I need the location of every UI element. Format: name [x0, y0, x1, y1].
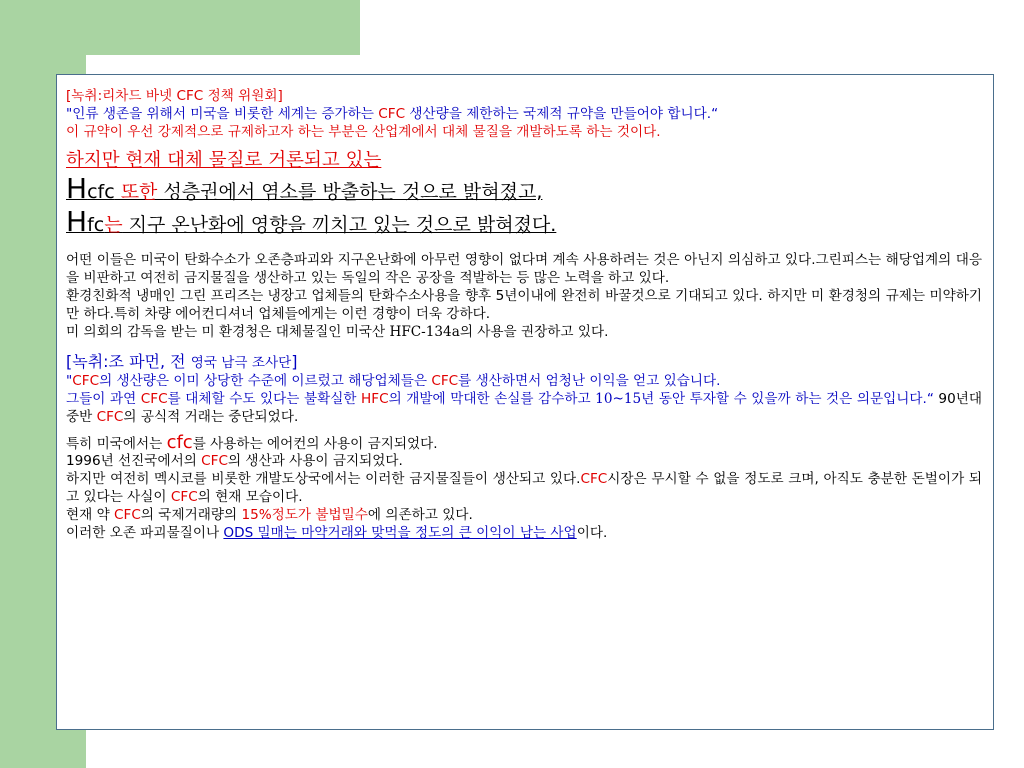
quote-1-cfc: CFC: [378, 105, 406, 122]
smuggling-b: 의 국제거래량의: [140, 506, 242, 523]
quote-3-a: 그들이 과연: [66, 390, 141, 407]
source-attribution-1: [녹취:리차드 바넷 CFC 정책 위원회]: [66, 88, 283, 104]
developed-ban-line: [66, 453, 982, 471]
quote-3-e: 90년대 중반: [66, 390, 982, 425]
developing-cfc: CFC: [580, 471, 608, 488]
developed-ban-a: 1996년 선진국에서의: [66, 453, 202, 470]
paragraph-greenfreeze: 환경친화적 냉매인 그린 프리즈는 냉장고 업체들의 탄화수소사용을 향후 5년이내에 완전히 바꿀것으로 기대되고 있다. 하지만 미 환경청의 규제는 미약하기만 하다.특히 차량 에어컨디셔너 업체들에게는 이런 경향이 더욱 강하다.: [66, 287, 982, 322]
quote-2: [66, 373, 982, 391]
ods-b: 이다.: [576, 524, 608, 541]
regulation-line: 이 규약이 우선 강제적으로 규제하고자 하는 부분은 산업계에서 대체 물질을 개발하도록 하는 것이다.: [66, 123, 661, 140]
epa-hfc-code: HFC-134a: [389, 323, 460, 340]
quote-2-a: ": [66, 373, 73, 390]
developing-cfc-2: CFC: [170, 488, 198, 505]
developing-a: 하지만 여전히 멕시코를 비롯한 개발도상국에서는 이러한 금지물질들이 생산되고 있다.: [66, 471, 581, 488]
quote-3-cfc: CFC: [140, 390, 168, 407]
quote-3-b: 를 대체할 수도 있다는 불확실한: [167, 390, 362, 407]
paragraph-suspicion: 어떤 이들은 미국이 탄화수소가 오존층파괴와 지구온난화에 아무런 영향이 없다며 계속 사용하려는 것은 아닌지 의심하고 있다.그린피스는 해당업계의 대응을 비판하고 여전히 금지물질을 생산하고 있는 독일의 작은 공장을 적발하는 등 많은 노력을 하고 있다.: [66, 252, 982, 287]
hfc-line: [66, 207, 982, 240]
source-2-b: 영국 남극 조사단: [190, 355, 292, 372]
quote-1-text-b: 생산량을 제한하는 국제적 규약을 만들어야 합니다.“: [405, 105, 719, 122]
hfc-rest: 지구 온난화에 영향을 끼치고 있는 것으로 밝혀졌다.: [122, 214, 557, 237]
epa-text-b: 의 사용을 권장하고 있다.: [459, 323, 609, 340]
developing-c: 의 현재 모습이다.: [197, 488, 303, 505]
alternative-heading: 하지만 현재 대체 물질로 거론되고 있는: [66, 150, 382, 172]
hcfc-initial: H: [66, 172, 88, 206]
quote-3-num: 10~15: [595, 390, 642, 407]
quote-3-c: 의 개발에 막대한 손실를 감수하고: [388, 390, 596, 407]
ods-a: 이러한 오존 파괴물질이나: [66, 524, 224, 541]
quote-2-b: 의 생산량은 이미 상당한 수준에 이르렀고 해당업체들은: [99, 373, 432, 390]
hcfc-rest: 성층권에서 염소를 방출하는 것으로 밝혀졌고,: [163, 181, 543, 204]
slide-content: [66, 88, 982, 542]
paragraph-epa: [66, 324, 982, 342]
ods-trade-line: [66, 525, 982, 543]
hfc-word: fc: [87, 214, 105, 237]
developing-countries-paragraph: [66, 471, 982, 507]
smuggling-c: 에 의존하고 있다.: [367, 506, 473, 523]
source-2-c: ]: [291, 352, 298, 372]
quote-3-f: 의 공식적 거래는 중단되었다.: [123, 408, 299, 425]
developed-ban-b: 의 생산과 사용이 금지되었다.: [227, 453, 403, 470]
us-ban-cfc: cfc: [166, 431, 193, 453]
smuggling-a: 현재 약: [66, 506, 115, 523]
top-green-bar: [0, 0, 360, 55]
us-ban-b: 를 사용하는 에어컨의 사용이 금지되었다.: [192, 435, 438, 452]
quote-2-cfc: CFC: [72, 373, 100, 390]
quote-2-cfc-2: CFC: [431, 373, 459, 390]
hfc-particle: 는: [104, 214, 123, 237]
hcfc-line: [66, 174, 982, 207]
quote-3-hfc: HFC: [361, 390, 389, 407]
quote-2-c: 를 생산하면서 엄청난 이익을 얻고 있습니다.: [458, 373, 721, 390]
quote-1: [66, 106, 982, 124]
smuggling-cfc: CFC: [114, 506, 141, 523]
smuggling-percent: 15%정도가 불법밀수: [241, 506, 368, 523]
us-ban-a: 특히 미국에서는: [66, 435, 167, 452]
us-ban-line: [66, 431, 982, 454]
hcfc-also: 또한: [114, 181, 164, 204]
source-2-a: [녹취:조 파먼, 전: [66, 352, 191, 372]
hfc-initial: H: [66, 205, 88, 239]
quote-3-cfc-3: CFC: [96, 408, 124, 425]
hcfc-word: cfc: [87, 181, 115, 204]
ods-trade-link[interactable]: ODS 밀매는 마약거래와 맞먹을 정도의 큰 이익이 남는 사업: [223, 524, 577, 541]
quote-3-d: 년 동안 투자할 수 있을까 하는 것은 의문입니다.“: [641, 390, 934, 407]
developing-b: 시장은 무시할 수 없을 정도로 크며, 아직도 충분한 돈벌이가 되고 있다는 사실이: [66, 471, 983, 505]
developed-ban-cfc: CFC: [201, 453, 228, 470]
epa-text-a: 미 의회의 감독을 받는 미 환경청은 대체물질인 미국산: [66, 323, 390, 340]
quote-1-text-a: "인류 생존을 위해서 미국을 비롯한 세계는 증가하는: [66, 105, 379, 122]
smuggling-line: [66, 507, 982, 525]
source-attribution-2: [66, 353, 982, 373]
quote-3: [66, 391, 982, 427]
